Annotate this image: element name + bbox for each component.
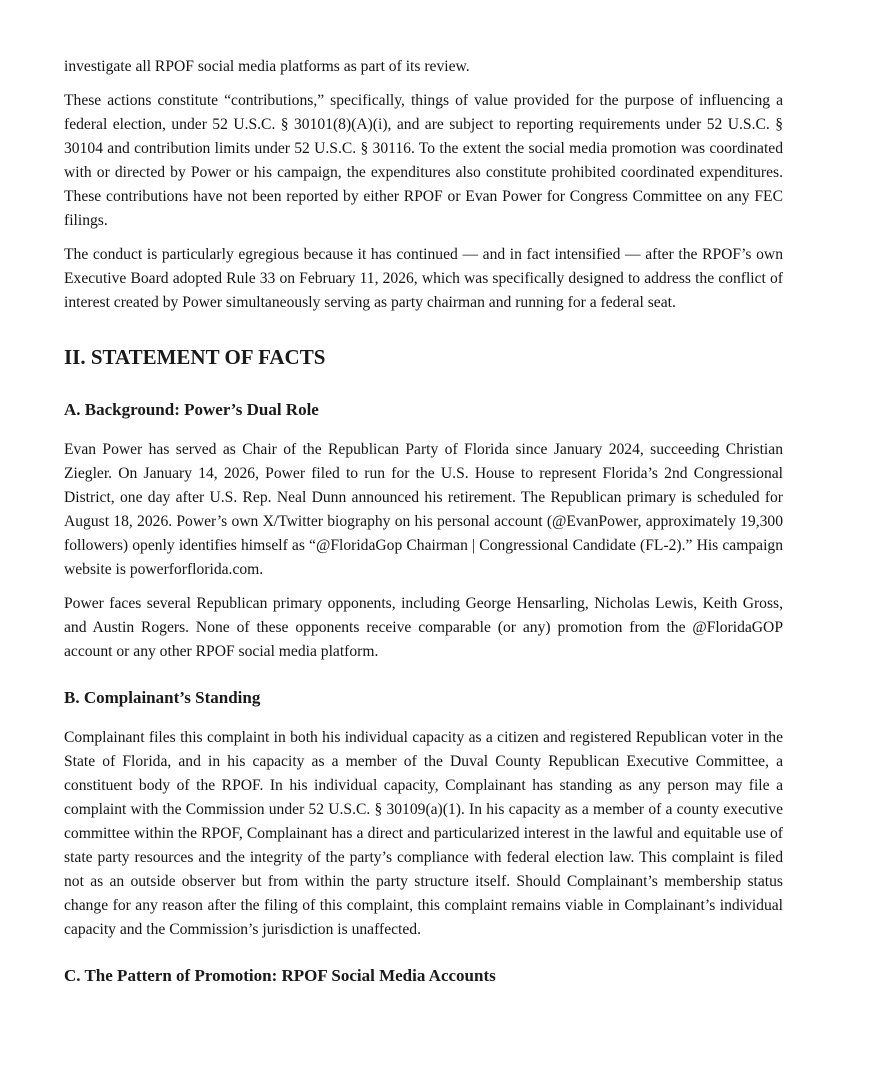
subsection-heading-standing: B. Complainant’s Standing [64,688,261,707]
standing-paragraph: Complainant files this complaint in both his individual capacity as a citizen and registered Republican voter in the State of Florida, and in his capacity as a member of the Duval County Republican Executive Committee, a constituent body of the RPOF. In his individual capacity, Complainant has standing as any person may file a complaint with the Commission under 52 U.S.C. § 30109(a)(1). In his capacity as a member of a county executive committee within the RPOF, Complainant has a direct and particularized interest in the lawful and equitable use of state party resources and the integrity of the party’s compliance with federal election law. This complaint is filed not as an outside observer but from within the party structure itself. Should Complainant’s membership status change for any reason after the filing of this complaint, this complaint remains viable in Complainant’s individual capacity and the Commission’s jurisdiction is unaffected. [64,729,783,938]
document-page [64,55,783,988]
section-heading-statement-of-facts: II. STATEMENT OF FACTS [64,345,326,369]
intro-paragraph-egregious-conduct: The conduct is particularly egregious because it has continued — and in fact intensified — after the RPOF’s own Executive Board adopted Rule 33 on February 11, 2026, which was specifically designed to address the conflict of interest created by Power simultaneously serving as party chairman and running for a federal seat. [64,246,783,311]
background-paragraph-dual-role: Evan Power has served as Chair of the Republican Party of Florida since January 2024, succeeding Christian Ziegler. On January 14, 2026, Power filed to run for the U.S. House to represent Florida’s 2nd Congressional District, one day after U.S. Rep. Neal Dunn announced his retirement. The Republican primary is scheduled for August 18, 2026. Power’s own X/Twitter biography on his personal account (@EvanPower, approximately 19,300 followers) openly identifies himself as “@FloridaGop Chairman | Congressional Candidate (FL-2).” His campaign website is powerforflorida.com. [64,441,783,578]
intro-paragraph-contributions: These actions constitute “contributions,” specifically, things of value provided for the purpose of influencing a federal election, under 52 U.S.C. § 30101(8)(A)(i), and are subject to reporting requirements under 52 U.S.C. § 30104 and contribution limits under 52 U.S.C. § 30116. To the extent the social media promotion was coordinated with or directed by Power or his campaign, the expenditures also constitute prohibited coordinated expenditures. These contributions have not been reported by either RPOF or Evan Power for Congress Committee on any FEC filings. [64,92,783,229]
subsection-heading-pattern-of-promotion: C. The Pattern of Promotion: RPOF Social Media Accounts [64,966,496,985]
background-paragraph-opponents: Power faces several Republican primary opponents, including George Hensarling, Nicholas Lewis, Keith Gross, and Austin Rogers. None of these opponents receive comparable (or any) promotion from the @FloridaGOP account or any other RPOF social media platform. [64,595,783,660]
intro-paragraph-continuation: investigate all RPOF social media platforms as part of its review. [64,58,470,75]
subsection-heading-background: A. Background: Power’s Dual Role [64,400,319,419]
